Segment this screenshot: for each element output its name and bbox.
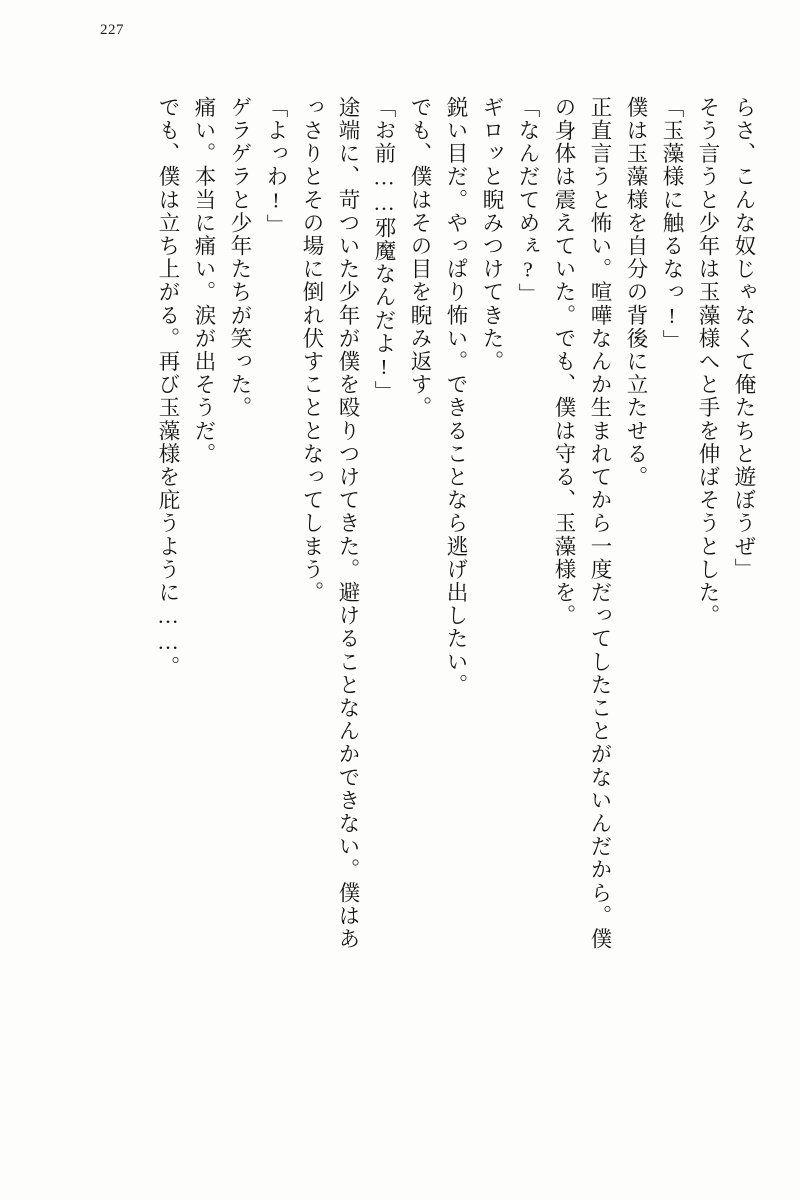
text-line: でも、僕は立ち上がる。再び玉藻様を庇うように……。	[156, 96, 180, 679]
text-line: っさりとその場に倒れ伏すこととなってしまう。	[300, 96, 324, 605]
text-line: 正直言うと怖い。喧嘩なんか生まれてから一度だってしたことがないんだから。僕	[588, 96, 612, 951]
text-line: 「お前……邪魔なんだよ!」	[372, 96, 396, 404]
text-line: 「よっわ!」	[264, 96, 288, 238]
text-line: そう言うと少年は玉藻様へと手を伸ばそうとした。	[696, 96, 720, 628]
text-line: でも、僕はその目を睨み返す。	[408, 96, 432, 420]
text-line: 「なんだてめぇ?」	[516, 96, 540, 307]
text-line: ゲラゲラと少年たちが笑った。	[228, 96, 252, 420]
vertical-text-body	[62, 96, 754, 1134]
text-line: 僕は玉藻様を自分の背後に立たせる。	[624, 96, 648, 489]
text-line: 「玉藻様に触るなっ!」	[660, 96, 684, 353]
text-line: らさ、こんな奴じゃなくて俺たちと遊ぼうぜ」	[732, 96, 756, 582]
page-number: 227	[100, 22, 124, 38]
text-line: ギロッと睨みつけてきた。	[480, 96, 504, 374]
text-line: 途端に、苛ついた少年が僕を殴りつけてきた。避けることなんかできない。僕はあ	[336, 96, 360, 951]
text-line: 鋭い目だ。やっぱり怖い。できることなら逃げ出したい。	[444, 96, 468, 697]
text-line: 痛い。本当に痛い。涙が出そうだ。	[192, 96, 216, 466]
text-line: の身体は震えていた。でも、僕は守る、玉藻様を。	[552, 96, 576, 628]
